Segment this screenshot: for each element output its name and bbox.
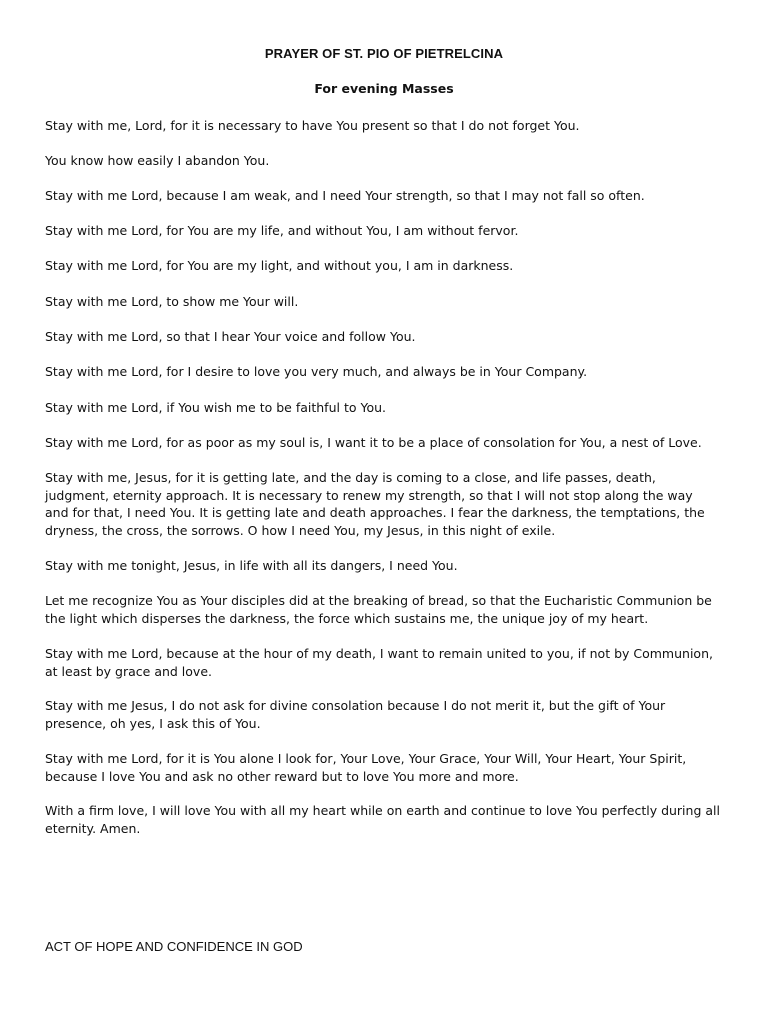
paragraph-line: at least by grace and love. [45,663,212,679]
paragraph-line: eternity. Amen. [45,820,141,836]
paragraph-line: Stay with me tonight, Jesus, in life with all its dangers, I need You. [45,558,458,573]
prayer-paragraph [45,222,735,240]
paragraph-line: Stay with me Lord, to show me Your will. [45,294,299,309]
paragraph-line: Stay with me Lord, for I desire to love you very much, and always be in Your Company. [45,364,588,379]
prayer-paragraph [45,469,735,539]
prayer-paragraph [45,117,735,135]
paragraph-line: Let me recognize You as Your disciples did at the breaking of bread, so that the Eucharistic Communion be [45,593,712,608]
prayer-paragraph [45,697,735,732]
paragraph-line: With a firm love, I will love You with all my heart while on earth and continue to love You perfectly during all [45,803,720,818]
prayer-paragraph [45,187,735,205]
paragraph-line: Stay with me Lord, for You are my life, and without You, I am without fervor. [45,223,519,238]
paragraph-line: Stay with me Lord, for it is You alone I look for, Your Love, Your Grace, Your Will, Your Heart, Your Spirit, [45,751,687,766]
paragraph-line: and for that, I need You. It is getting late and death approaches. I fear the darkness, the temptations, the [45,505,705,521]
paragraph-line: Stay with me Lord, if You wish me to be faithful to You. [45,400,386,415]
paragraph-line: Stay with me Lord, because at the hour of my death, I want to remain united to you, if not by Communion, [45,646,713,661]
paragraph-line: Stay with me Lord, because I am weak, and I need Your strength, so that I may not fall so often. [45,188,645,203]
prayer-paragraph [45,257,735,275]
paragraph-line: because I love You and ask no other reward but to love You more and more. [45,768,519,784]
prayer-paragraph [45,328,735,346]
prayer-paragraph [45,750,735,785]
document-subtitle: For evening Masses [314,81,454,96]
paragraph-line: judgment, eternity approach. It is necessary to renew my strength, so that I will not stop along the way [45,487,693,503]
paragraph-line: Stay with me, Jesus, for it is getting late, and the day is coming to a close, and life passes, death, [45,470,656,485]
paragraph-line: Stay with me Lord, for as poor as my soul is, I want it to be a place of consolation for You, a nest of Love. [45,435,702,450]
paragraph-line: Stay with me Lord, for You are my light, and without you, I am in darkness. [45,258,514,273]
paragraph-line: dryness, the cross, the sorrows. O how I need You, my Jesus, in this night of exile. [45,522,556,538]
prayer-paragraph [45,557,735,575]
paragraph-line: You know how easily I abandon You. [45,153,270,168]
document-title: PRAYER OF ST. PIO OF PIETRELCINA [264,46,504,61]
prayer-paragraph [45,363,735,381]
prayer-paragraph [45,293,735,311]
prayer-paragraph [45,399,735,417]
paragraph-line: Stay with me Jesus, I do not ask for divine consolation because I do not merit it, but the gift of Your [45,698,666,713]
paragraph-line: presence, oh yes, I ask this of You. [45,715,261,731]
prayer-paragraph [45,592,735,627]
prayer-paragraph [45,802,735,837]
next-prayer-heading: ACT OF HOPE AND CONFIDENCE IN GOD [45,939,303,954]
paragraph-line: the light which disperses the darkness, the force which sustains me, the unique joy of my heart. [45,610,649,626]
prayer-paragraph [45,645,735,680]
paragraph-line: Stay with me Lord, so that I hear Your voice and follow You. [45,329,416,344]
paragraph-line: Stay with me, Lord, for it is necessary to have You present so that I do not forget You. [45,118,580,133]
prayer-paragraph [45,434,735,452]
prayer-paragraph [45,152,735,170]
